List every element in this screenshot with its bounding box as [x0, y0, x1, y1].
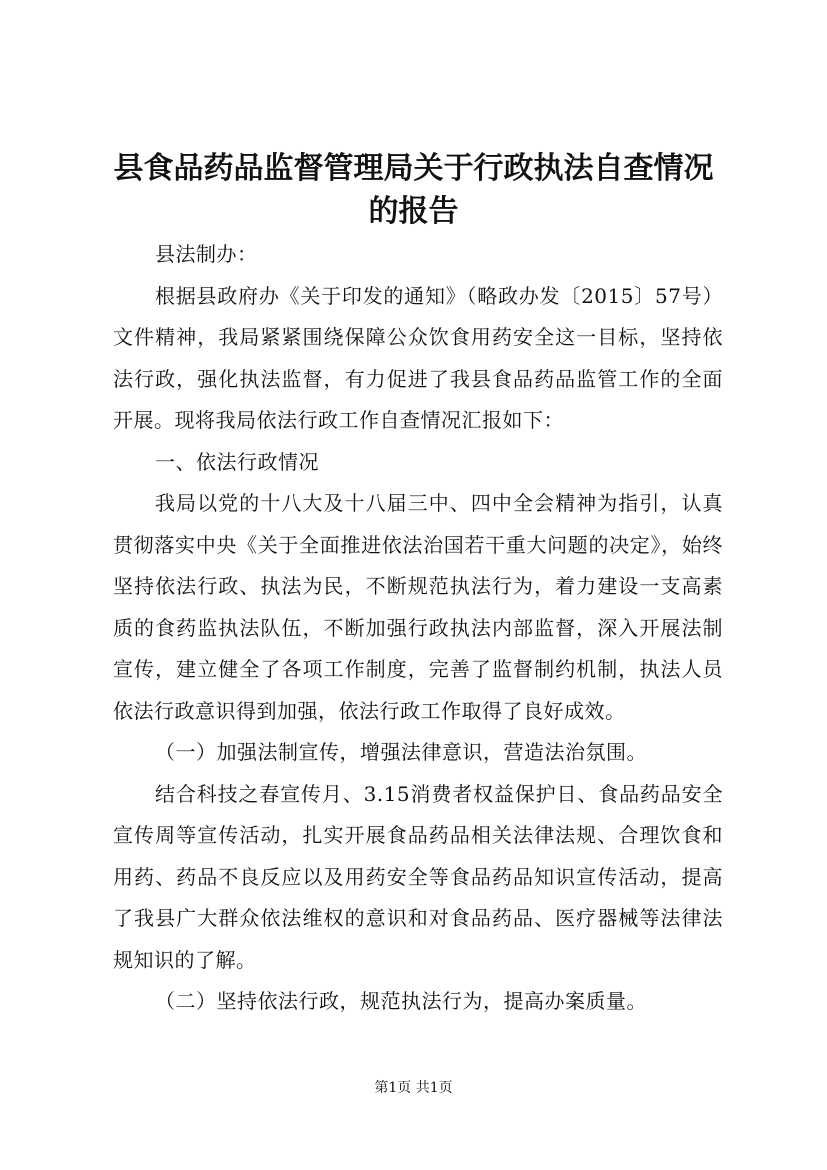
salutation: 县法制办：	[155, 242, 258, 266]
document-title-line1: 县食品药品监督管理局关于行政执法自查情况	[113, 151, 714, 186]
subsection-heading-1: （一）加强法制宣传，增强法律意识，营造法治氛围。	[155, 740, 647, 764]
paragraph-section-1: 我局以党的十八大及十八届三中、四中全会精神为指引，认真贯彻落实中央《关于全面推进依法治国若干重大问题的决定》，始终坚持依法行政、执法为民，不断规范执法行为，着力建设一支高素质的食药监执法队伍，不断加强行政执法内部监督，深入开展法制宣传，建立健全了各项工作制度，完善了监督制约机制，执法人员依法行政意识得到加强，依法行政工作取得了良好成效。	[113, 491, 723, 723]
document-title-line2: 的报告	[368, 194, 459, 229]
document-body	[113, 234, 723, 1023]
subsection-heading-2: （二）坚持依法行政，规范执法行为，提高办案质量。	[155, 989, 647, 1013]
paragraph-intro: 根据县政府办《关于印发的通知》（略政办发〔2015〕57号）文件精神，我局紧紧围绕保障公众饮食用药安全这一目标，坚持依法行政，强化执法监督，有力促进了我县食品药品监管工作的全面开展。现将我局依法行政工作自查情况汇报如下：	[113, 283, 723, 432]
paragraph-subsection-1: 结合科技之春宣传月、3.15消费者权益保护日、食品药品安全宣传周等宣传活动，扎实开展食品药品相关法律法规、合理饮食和用药、药品不良反应以及用药安全等食品药品知识宣传活动，提高了我县广大群众依法维权的意识和对食品药品、医疗器械等法律法规知识的了解。	[113, 781, 723, 972]
page-footer: 第1页 共1页	[374, 1080, 453, 1096]
section-heading: 一、依法行政情况	[155, 449, 319, 474]
